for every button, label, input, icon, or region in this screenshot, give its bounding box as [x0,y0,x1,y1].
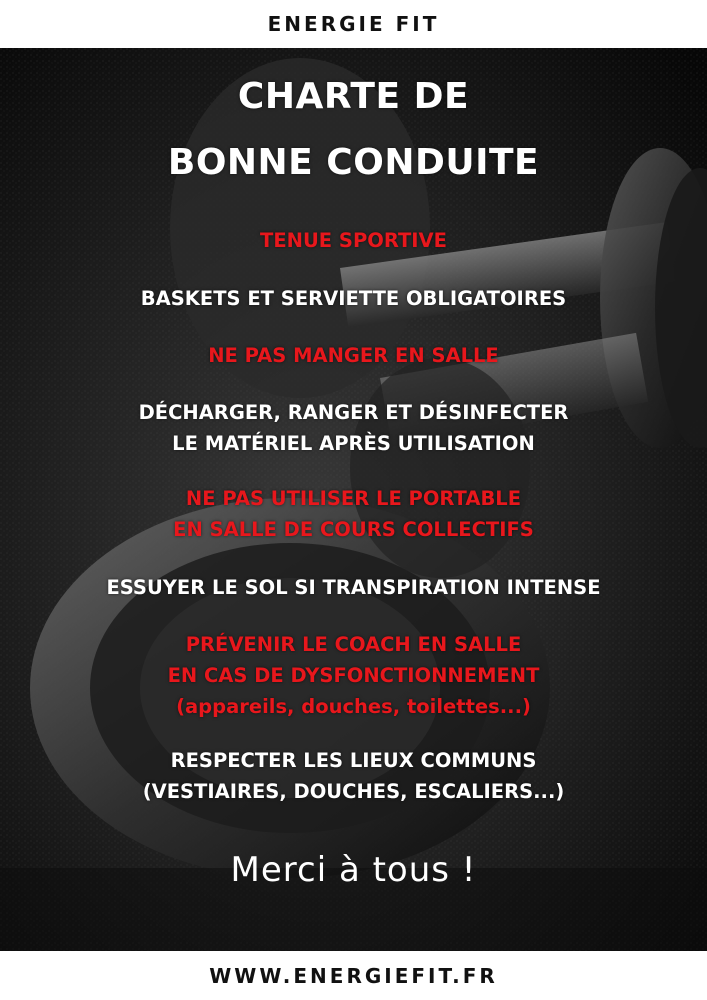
rule-line: EN SALLE DE COURS COLLECTIFS [173,518,534,541]
rule-line: NE PAS MANGER EN SALLE [208,344,499,367]
rule-line: RESPECTER LES LIEUX COMMUNS [170,749,537,772]
header-band [0,0,707,48]
footer-band [0,951,707,1000]
poster-image [0,48,707,951]
poster-title-line1: CHARTE DE [237,76,470,117]
rule-equipment [0,397,707,459]
rule-shoes-towel [0,283,707,314]
rule-wipe-floor [0,572,707,603]
rule-line: TENUE SPORTIVE [260,229,447,252]
rule-no-phone [0,483,707,545]
rule-line: (VESTIAIRES, DOUCHES, ESCALIERS...) [142,780,565,803]
rule-line: NE PAS UTILISER LE PORTABLE [185,487,522,510]
rule-line: BASKETS ET SERVIETTE OBLIGATOIRES [140,287,567,310]
rule-common-areas [0,745,707,807]
rule-sportswear [0,225,707,256]
rule-warn-coach [0,629,707,722]
rule-line: EN CAS DE DYSFONCTIONNEMENT [167,664,540,687]
rule-line: PRÉVENIR LE COACH EN SALLE [185,633,522,656]
rule-no-eating [0,340,707,371]
thanks-message: Merci à tous ! [230,850,477,890]
brand-name: ENERGIE FIT [267,12,440,36]
rule-line: DÉCHARGER, RANGER ET DÉSINFECTER [138,401,569,424]
website-link[interactable]: WWW.ENERGIEFIT.FR [209,963,498,988]
rule-line: ESSUYER LE SOL SI TRANSPIRATION INTENSE [106,576,601,599]
rule-line: LE MATÉRIEL APRÈS UTILISATION [172,432,535,455]
rule-line: (appareils, douches, toilettes...) [176,695,531,718]
poster-title-line2: BONNE CONDUITE [167,142,540,183]
